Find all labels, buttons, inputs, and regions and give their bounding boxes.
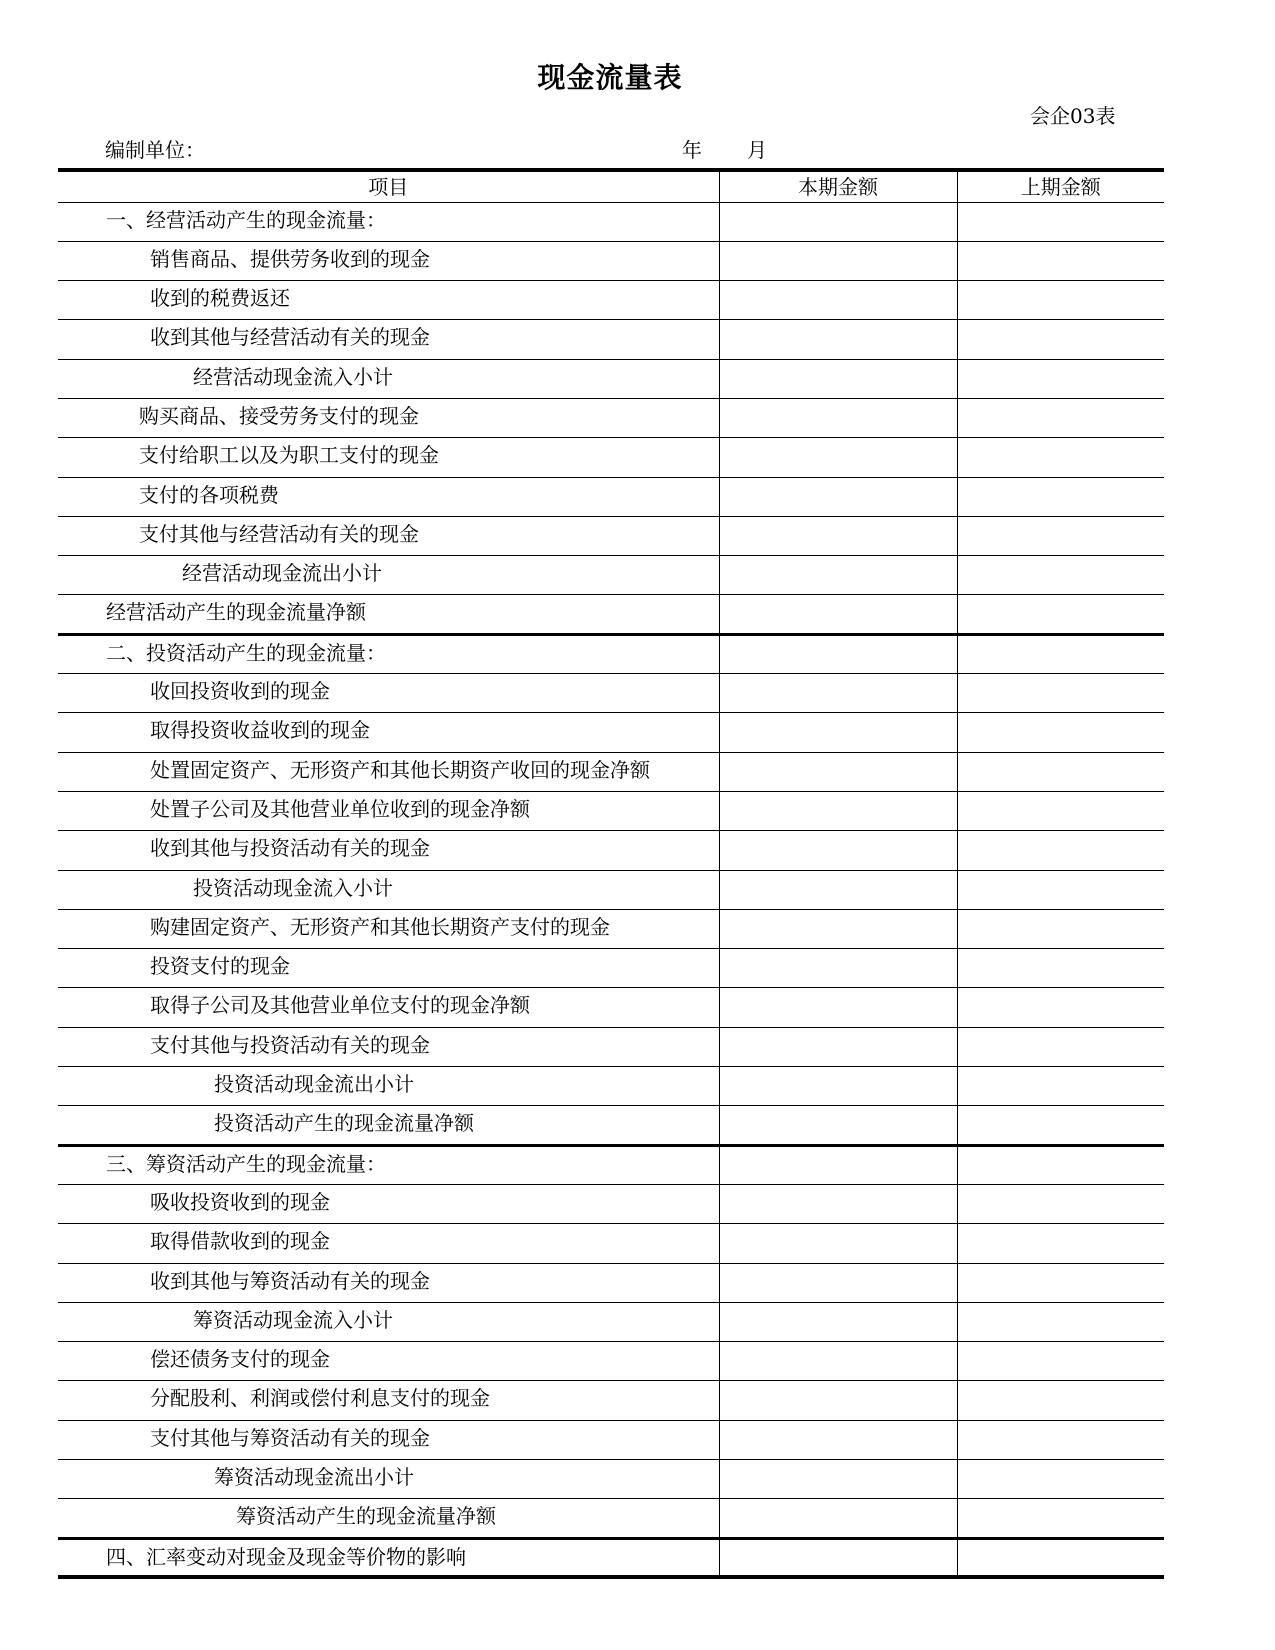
previous-amount-cell[interactable] (957, 398, 1164, 437)
row-label: 一、经营活动产生的现金流量： (58, 202, 719, 241)
table-row (58, 713, 1164, 752)
table-row (58, 1027, 1164, 1066)
row-label: 收到其他与筹资活动有关的现金 (58, 1263, 719, 1302)
row-label: 收回投资收到的现金 (58, 674, 719, 713)
row-label: 二、投资活动产生的现金流量： (58, 634, 719, 673)
table-row (58, 831, 1164, 870)
previous-amount-cell[interactable] (957, 320, 1164, 359)
previous-amount-cell[interactable] (957, 909, 1164, 948)
current-amount-cell[interactable] (719, 949, 957, 988)
table-row (58, 634, 1164, 673)
month-label: 月 (747, 138, 767, 162)
preparing-unit-label: 编制单位： (105, 138, 205, 162)
column-header-current: 本期金额 (719, 170, 957, 202)
current-amount-cell[interactable] (719, 674, 957, 713)
row-label: 支付其他与投资活动有关的现金 (58, 1027, 719, 1066)
row-label: 投资支付的现金 (58, 949, 719, 988)
table-row (58, 595, 1164, 634)
previous-amount-cell[interactable] (957, 1067, 1164, 1106)
row-label: 支付的各项税费 (58, 477, 719, 516)
current-amount-cell[interactable] (719, 359, 957, 398)
table-row (58, 1538, 1164, 1577)
previous-amount-cell[interactable] (957, 949, 1164, 988)
row-label: 支付其他与筹资活动有关的现金 (58, 1420, 719, 1459)
row-label: 收到的税费返还 (58, 281, 719, 320)
current-amount-cell[interactable] (719, 477, 957, 516)
current-amount-cell[interactable] (719, 1460, 957, 1499)
current-amount-cell[interactable] (719, 1067, 957, 1106)
previous-amount-cell[interactable] (957, 1184, 1164, 1223)
previous-amount-cell[interactable] (957, 674, 1164, 713)
previous-amount-cell[interactable] (957, 1342, 1164, 1381)
current-amount-cell[interactable] (719, 1499, 957, 1538)
previous-amount-cell[interactable] (957, 831, 1164, 870)
table-row (58, 202, 1164, 241)
table-row (58, 988, 1164, 1027)
row-label: 投资活动现金流入小计 (58, 870, 719, 909)
previous-amount-cell[interactable] (957, 438, 1164, 477)
previous-amount-cell[interactable] (957, 1145, 1164, 1184)
table-row (58, 281, 1164, 320)
table-row (58, 1224, 1164, 1263)
year-label: 年 (682, 138, 702, 162)
table-row (58, 516, 1164, 555)
row-label: 购买商品、接受劳务支付的现金 (58, 398, 719, 437)
previous-amount-cell[interactable] (957, 1538, 1164, 1577)
previous-amount-cell[interactable] (957, 1381, 1164, 1420)
previous-amount-cell[interactable] (957, 1499, 1164, 1538)
current-amount-cell[interactable] (719, 241, 957, 280)
current-amount-cell[interactable] (719, 438, 957, 477)
row-label: 四、汇率变动对现金及现金等价物的影响 (58, 1538, 719, 1577)
previous-amount-cell[interactable] (957, 870, 1164, 909)
table-row (58, 870, 1164, 909)
form-code: 会企03表 (1030, 104, 1116, 128)
table-row (58, 674, 1164, 713)
current-amount-cell[interactable] (719, 1263, 957, 1302)
previous-amount-cell[interactable] (957, 595, 1164, 634)
current-amount-cell[interactable] (719, 870, 957, 909)
table-row (58, 398, 1164, 437)
table-row (58, 477, 1164, 516)
current-amount-cell[interactable] (719, 1381, 957, 1420)
row-label: 取得投资收益收到的现金 (58, 713, 719, 752)
current-amount-cell[interactable] (719, 398, 957, 437)
row-label: 销售商品、提供劳务收到的现金 (58, 241, 719, 280)
current-amount-cell[interactable] (719, 595, 957, 634)
page-title: 现金流量表 (537, 61, 683, 94)
previous-amount-cell[interactable] (957, 516, 1164, 555)
row-label: 筹资活动产生的现金流量净额 (58, 1499, 719, 1538)
previous-amount-cell[interactable] (957, 1460, 1164, 1499)
previous-amount-cell[interactable] (957, 1302, 1164, 1341)
previous-amount-cell[interactable] (957, 988, 1164, 1027)
row-label: 支付给职工以及为职工支付的现金 (58, 438, 719, 477)
previous-amount-cell[interactable] (957, 202, 1164, 241)
current-amount-cell[interactable] (719, 281, 957, 320)
previous-amount-cell[interactable] (957, 556, 1164, 595)
previous-amount-cell[interactable] (957, 791, 1164, 830)
current-amount-cell[interactable] (719, 1106, 957, 1145)
table-row (58, 1067, 1164, 1106)
table-row (58, 1302, 1164, 1341)
table-row (58, 438, 1164, 477)
current-amount-cell[interactable] (719, 634, 957, 673)
table-row (58, 1106, 1164, 1145)
column-header-item: 项目 (58, 170, 719, 202)
row-label: 投资活动产生的现金流量净额 (58, 1106, 719, 1145)
row-label: 偿还债务支付的现金 (58, 1342, 719, 1381)
table-row (58, 1420, 1164, 1459)
current-amount-cell[interactable] (719, 1184, 957, 1223)
previous-amount-cell[interactable] (957, 1420, 1164, 1459)
row-label: 收到其他与投资活动有关的现金 (58, 831, 719, 870)
previous-amount-cell[interactable] (957, 1224, 1164, 1263)
current-amount-cell[interactable] (719, 752, 957, 791)
row-label: 经营活动产生的现金流量净额 (58, 595, 719, 634)
current-amount-cell[interactable] (719, 1145, 957, 1184)
row-label: 投资活动现金流出小计 (58, 1067, 719, 1106)
previous-amount-cell[interactable] (957, 1263, 1164, 1302)
previous-amount-cell[interactable] (957, 634, 1164, 673)
table-row (58, 1263, 1164, 1302)
previous-amount-cell[interactable] (957, 359, 1164, 398)
row-label: 处置固定资产、无形资产和其他长期资产收回的现金净额 (58, 752, 719, 791)
row-label: 筹资活动现金流入小计 (58, 1302, 719, 1341)
row-label: 收到其他与经营活动有关的现金 (58, 320, 719, 359)
cash-flow-table (58, 168, 1164, 1579)
row-label: 经营活动现金流出小计 (58, 556, 719, 595)
row-label: 筹资活动现金流出小计 (58, 1460, 719, 1499)
row-label: 处置子公司及其他营业单位收到的现金净额 (58, 791, 719, 830)
current-amount-cell[interactable] (719, 516, 957, 555)
table-row (58, 1499, 1164, 1538)
table-row (58, 909, 1164, 948)
row-label: 购建固定资产、无形资产和其他长期资产支付的现金 (58, 909, 719, 948)
row-label: 吸收投资收到的现金 (58, 1184, 719, 1223)
current-amount-cell[interactable] (719, 909, 957, 948)
table-row (58, 791, 1164, 830)
current-amount-cell[interactable] (719, 556, 957, 595)
table-row (58, 359, 1164, 398)
table-row (58, 241, 1164, 280)
current-amount-cell[interactable] (719, 320, 957, 359)
row-label: 取得子公司及其他营业单位支付的现金净额 (58, 988, 719, 1027)
row-label: 三、筹资活动产生的现金流量： (58, 1145, 719, 1184)
previous-amount-cell[interactable] (957, 477, 1164, 516)
current-amount-cell[interactable] (719, 791, 957, 830)
table-row (58, 1342, 1164, 1381)
current-amount-cell[interactable] (719, 1342, 957, 1381)
previous-amount-cell[interactable] (957, 1027, 1164, 1066)
table-row (58, 556, 1164, 595)
row-label: 经营活动现金流入小计 (58, 359, 719, 398)
table-row (58, 1145, 1164, 1184)
current-amount-cell[interactable] (719, 1420, 957, 1459)
table-row (58, 1381, 1164, 1420)
table-row (58, 1460, 1164, 1499)
current-amount-cell[interactable] (719, 1224, 957, 1263)
column-header-previous: 上期金额 (957, 170, 1164, 202)
current-amount-cell[interactable] (719, 831, 957, 870)
table-row (58, 1184, 1164, 1223)
current-amount-cell[interactable] (719, 1027, 957, 1066)
current-amount-cell[interactable] (719, 202, 957, 241)
previous-amount-cell[interactable] (957, 752, 1164, 791)
previous-amount-cell[interactable] (957, 241, 1164, 280)
current-amount-cell[interactable] (719, 988, 957, 1027)
previous-amount-cell[interactable] (957, 1106, 1164, 1145)
current-amount-cell[interactable] (719, 713, 957, 752)
row-label: 取得借款收到的现金 (58, 1224, 719, 1263)
table-row (58, 752, 1164, 791)
table-header-row (58, 170, 1164, 202)
table-row (58, 320, 1164, 359)
previous-amount-cell[interactable] (957, 713, 1164, 752)
table-row (58, 949, 1164, 988)
row-label: 支付其他与经营活动有关的现金 (58, 516, 719, 555)
previous-amount-cell[interactable] (957, 281, 1164, 320)
current-amount-cell[interactable] (719, 1302, 957, 1341)
current-amount-cell[interactable] (719, 1538, 957, 1577)
row-label: 分配股利、利润或偿付利息支付的现金 (58, 1381, 719, 1420)
